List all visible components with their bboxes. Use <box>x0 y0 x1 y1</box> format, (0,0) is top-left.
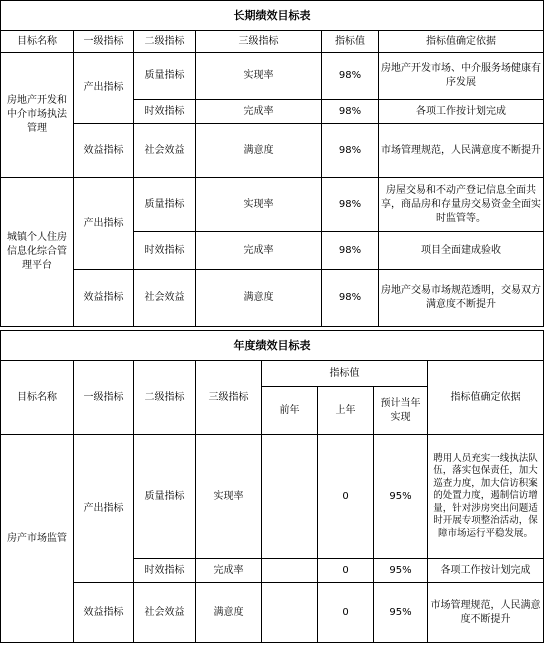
prev-cell <box>262 559 318 583</box>
header-prev-year: 前年 <box>262 387 318 435</box>
level3-cell: 实现率 <box>196 178 322 232</box>
expected-cell: 95% <box>374 435 428 559</box>
annual-table <box>0 330 544 643</box>
header-level1: 一级指标 <box>74 361 134 435</box>
last-cell: 0 <box>318 435 374 559</box>
level1-output: 产出指标 <box>74 435 134 583</box>
level3-cell: 实现率 <box>196 435 262 559</box>
header-value: 指标值 <box>322 31 379 53</box>
target-name: 房地产开发和中介市场执法管理 <box>1 53 74 178</box>
long-term-title: 长期绩效目标表 <box>1 1 544 31</box>
value-cell: 98% <box>322 232 379 270</box>
level2-cell: 质量指标 <box>134 435 196 559</box>
target-name: 房产市场监管 <box>1 435 74 643</box>
level3-cell: 完成率 <box>196 559 262 583</box>
level2-cell: 质量指标 <box>134 178 196 232</box>
basis-cell: 项目全面建成验收 <box>379 232 544 270</box>
annual-title: 年度绩效目标表 <box>1 331 544 361</box>
expected-cell: 95% <box>374 583 428 643</box>
value-cell: 98% <box>322 270 379 327</box>
level2-cell: 社会效益 <box>134 124 196 178</box>
level1-effect: 效益指标 <box>74 583 134 643</box>
level3-cell: 实现率 <box>196 53 322 100</box>
header-basis: 指标值确定依据 <box>428 361 544 435</box>
level3-cell: 满意度 <box>196 583 262 643</box>
header-target-name: 目标名称 <box>1 361 74 435</box>
basis-cell: 房地产开发市场、中介服务场健康有序发展 <box>379 53 544 100</box>
last-cell: 0 <box>318 583 374 643</box>
header-level2: 二级指标 <box>134 361 196 435</box>
basis-cell: 市场管理规范，人民满意度不断提升 <box>428 583 544 643</box>
header-last-year: 上年 <box>318 387 374 435</box>
basis-cell: 房屋交易和不动产登记信息全面共享，商品房和存量房交易资金全面实时监管等。 <box>379 178 544 232</box>
level2-cell: 质量指标 <box>134 53 196 100</box>
header-target-name: 目标名称 <box>1 31 74 53</box>
basis-cell: 房地产交易市场规范透明，交易双方满意度不断提升 <box>379 270 544 327</box>
level2-cell: 时效指标 <box>134 559 196 583</box>
value-cell: 98% <box>322 53 379 100</box>
basis-cell: 市场管理规范，人民满意度不断提升 <box>379 124 544 178</box>
prev-cell <box>262 583 318 643</box>
value-cell: 98% <box>322 100 379 124</box>
level2-cell: 社会效益 <box>134 270 196 327</box>
header-level2: 二级指标 <box>134 31 196 53</box>
value-cell: 98% <box>322 178 379 232</box>
level3-cell: 满意度 <box>196 270 322 327</box>
level3-cell: 完成率 <box>196 100 322 124</box>
target-name: 城镇个人住房信息化综合管理平台 <box>1 178 74 327</box>
header-level1: 一级指标 <box>74 31 134 53</box>
level2-cell: 社会效益 <box>134 583 196 643</box>
expected-cell: 95% <box>374 559 428 583</box>
header-level3: 三级指标 <box>196 361 262 435</box>
basis-cell: 各项工作按计划完成 <box>428 559 544 583</box>
level2-cell: 时效指标 <box>134 100 196 124</box>
basis-cell: 各项工作按计划完成 <box>379 100 544 124</box>
level1-output: 产出指标 <box>74 53 134 124</box>
header-basis: 指标值确定依据 <box>379 31 544 53</box>
value-cell: 98% <box>322 124 379 178</box>
level2-cell: 时效指标 <box>134 232 196 270</box>
level3-cell: 完成率 <box>196 232 322 270</box>
basis-cell: 聘用人员充实一线执法队伍，落实包保责任，加大巡查力度，加大信访积案的处置力度，遏制信访增量，针对涉房突出问题适时开展专项整治活动，保障市场运行平稳发展。 <box>428 435 544 559</box>
level1-output: 产出指标 <box>74 178 134 270</box>
level3-cell: 满意度 <box>196 124 322 178</box>
header-expected: 预计当年实现 <box>374 387 428 435</box>
header-value-group: 指标值 <box>262 361 428 387</box>
prev-cell <box>262 435 318 559</box>
level1-effect: 效益指标 <box>74 124 134 178</box>
level1-effect: 效益指标 <box>74 270 134 327</box>
header-level3: 三级指标 <box>196 31 322 53</box>
last-cell: 0 <box>318 559 374 583</box>
